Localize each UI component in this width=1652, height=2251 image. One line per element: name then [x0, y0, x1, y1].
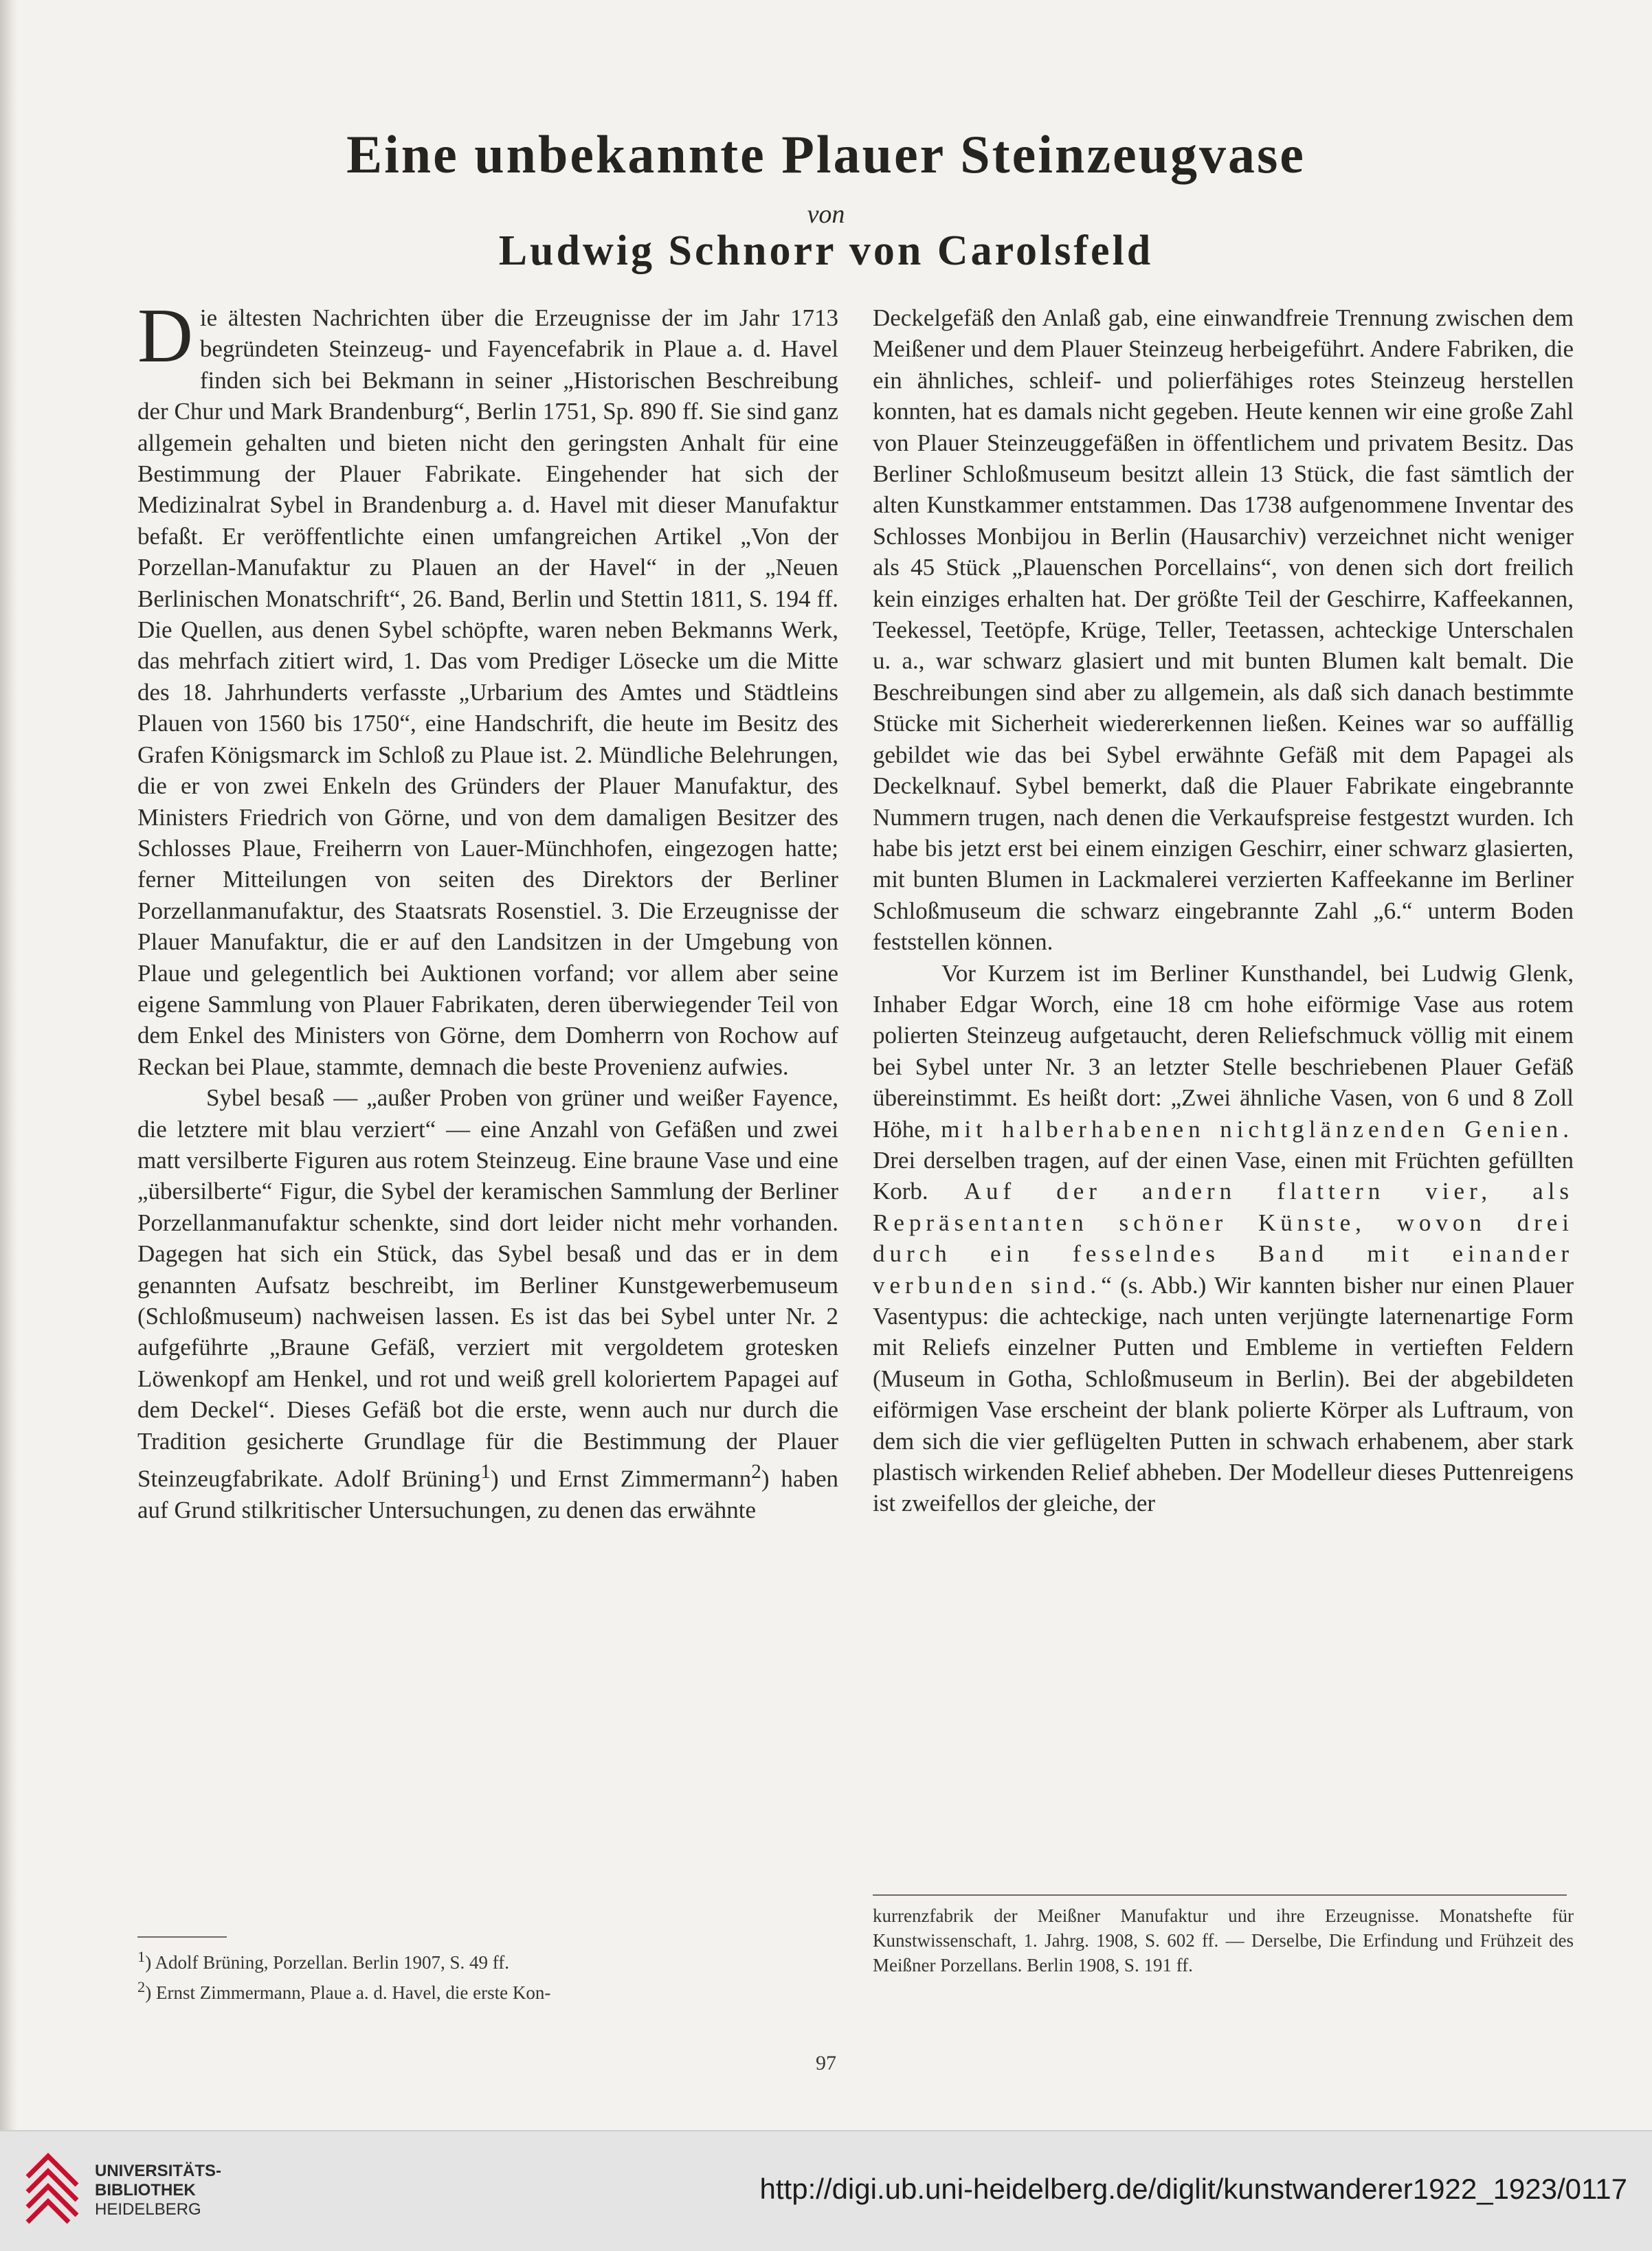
article-author: Ludwig Schnorr von Carolsfeld [498, 227, 1154, 274]
spaced-text: mit halberhabenen nichtglänzenden Genien. [941, 1115, 1574, 1143]
spaced-text: Auf der andern flattern vier, als Repräsentanten schöner Künste, wovon drei durch ein fesselndes Band mit einander verbunden sind. [873, 1178, 1574, 1299]
paragraph-text: “ (s. Abb.) Wir kannten bisher nur einen Plauer Vasentypus: die achteckige, nach unten verjüngte laternenartige Form mit Reliefs einzelner Putten und Embleme in vertieften Feldern (Museum in Gotha, Schloßmuseum in Berlin). Bei der abgebildeten eiförmigen Vase erscheint der blank polierte Körper als Luftraum, von dem sich die vier geflügelten Putten in schwach erhabenem, aber stark plastisch wirkenden Relief abheben. Der Modelleur dieses Puttenreigens ist zweifellos der gleiche, der [873, 1271, 1574, 1517]
footnote-mark: 1 [480, 1461, 491, 1483]
library-logo-icon [21, 2149, 84, 2232]
text-column-right [873, 302, 1574, 1519]
footnote-text: ) Adolf Brüning, Porzellan. Berlin 1907, S. 49 ff. [145, 1952, 509, 1973]
page-binding-edge [0, 0, 18, 2130]
library-name [95, 2162, 221, 2219]
footnotes-right [873, 1903, 1574, 1978]
paragraph [873, 958, 1574, 1519]
source-url-link[interactable]: http://digi.ub.uni-heidelberg.de/diglit/kunstwanderer1922_1923/0117 [759, 2173, 1627, 2205]
paragraph [137, 293, 838, 1082]
footnote-text: kurrenzfabrik der Meißner Manufaktur und ihre Erzeugnisse. Monatshefte für Kunstwissenschaft, 1. Jahrg. 1908, S. 602 ff. — Derselbe, Die Erfindung und Frühzeit des Meißner Porzellans. Berlin 1908, S. 191 ff. [873, 1905, 1574, 1975]
article-title: Eine unbekannte Plauer Steinzeugvase [346, 124, 1306, 184]
paragraph-text: Vor Kurzem ist im Berliner Kunsthandel, bei Ludwig Glenk, Inhaber Edgar Worch, eine 18 cm hohe eiförmige Vase aus rotem polierten Steinzeug aufgetaucht, deren Reliefschmuck völlig mit einem bei Sybel unter Nr. 3 an letzter Stelle beschriebenen Plauer Gefäß übereinstimmt. Es heißt dort: „Zwei ähnliche Vasen, von 6 und 8 Zoll Höhe, [873, 959, 1574, 1143]
paragraph-text: Deckelgefäß den Anlaß gab, eine einwandfreie Trennung zwischen dem Meißener und dem Plauer Steinzeug herbeigeführt. Andere Fabriken, die ein ähnliches, schleif- und polierfähiges rotes Steinzeug herstellen konnten, hat es damals nicht gegeben. Heute kennen wir eine große Zahl von Plauer Steinzeuggefäßen in öffentlichem und privatem Besitz. Das Berliner Schloßmuseum besitzt allein 13 Stück, die fast sämtlich der alten Kunstkammer entstammen. Das 1738 aufgenommene Inventar des Schlosses Monbijou in Berlin (Hausarchiv) verzeichnet nicht weniger als 45 Stück „Plauenschen Porcellains“, von denen sich dort freilich kein einziges erhalten hat. Der größte Teil der Geschirre, Kaffeekannen, Teekessel, Teetöpfe, Krüge, Teller, Teetassen, achteckige Unterschalen u. a., war schwarz glasiert und mit bunten Blumen kalt bemalt. Die Beschreibungen sind aber zu allgemein, als daß sich danach bestimmte Stücke mit Sicherheit wiedererkennen ließen. Keines war so auffällig gebildet wie das bei Sybel erwähnte Gefäß mit dem Papagei als Deckelknauf. Sybel bemerkt, daß die Plauer Fabrikate eingebrannte Nummern trugen, nach denen die Verkaufspreise festgestzt wurden. Ich habe bis jetzt erst bei einem einzigen Geschirr, einer schwarz glasierten, mit bunten Blumen in Lackmalerei verzierten Kaffeekanne im Berliner Schloßmuseum die schwarz eingebrannte Zahl „6.“ unterm Boden feststellen können. [873, 304, 1574, 956]
paragraph-text: und Ernst Zimmermann [498, 1465, 752, 1492]
drop-cap: D [137, 293, 193, 379]
text-column-left [137, 293, 838, 1526]
library-name-line: BIBLIOTHEK [95, 2181, 196, 2199]
footnote-mark: 1 [137, 1948, 146, 1965]
paragraph-text: haben auf Grund stilkritischer Untersuchungen, zu denen das erwähnte [137, 1465, 838, 1524]
paragraph [873, 302, 1574, 958]
library-name-line: UNIVERSITÄTS- [95, 2162, 222, 2180]
paragraph-text: Drei derselben tragen, auf der einen Vase, einen mit Früchten gefüllten Korb. [873, 1146, 1574, 1205]
paragraph: Sybel besaß — „außer Proben von grüner und weißer Fayence, die letztere mit blau verziert“ — eine Anzahl von Gefäßen und zwei matt versilberte Figuren aus rotem Steinzeug. Eine braune Vase und eine „übersilberte“ Figur, die Sybel der keramischen Sammlung der Berliner Porzellanmanufaktur schenkte, sind dort leider nicht mehr vorhanden. Dagegen hat sich ein Stück, das Sybel besaß und das er in dem genannten Aufsatz beschreibt, im Berliner Kunstgewerbemuseum (Schloßmuseum) nachweisen lassen. Es ist das bei Sybel unter Nr. 2 aufgeführte „Braune Gefäß, verziert mit vergoldetem grotesken Löwenkopf am Henkel, und rot und weiß grell koloriertem Papagei auf dem Deckel“. Dieses Gefäß bot die erste, wenn auch nur durch die Tradition gesicherte Grundlage für die Bestimmung der Plauer Steinzeugfabrikate. Adolf Brüning$^1$) und Ernst Zimmermann$^2$) haben auf Grund stilkritischer Untersuchungen, zu denen das erwähnte [137, 1084, 838, 1524]
footnote-text: ) Ernst Zimmermann, Plaue a. d. Havel, die erste Kon- [145, 1982, 551, 2003]
paragraph-text: Sybel besaß — „außer Proben von grüner und weißer Fayence, die letztere mit blau verziert“ — eine Anzahl von Gefäßen und zwei matt versilberte Figuren aus rotem Steinzeug. Eine braune Vase und eine „übersilberte“ Figur, die Sybel der keramischen Sammlung der Berliner Porzellanmanufaktur schenkte, sind dort leider nicht mehr vorhanden. Dagegen hat sich ein Stück, das Sybel besaß und das er in dem genannten Aufsatz beschreibt, im Berliner Kunstgewerbemuseum (Schloßmuseum) nachweisen lassen. Es ist das bei Sybel unter Nr. 2 aufgeführte „Braune Gefäß, verziert mit vergoldetem grotesken Löwenkopf am Henkel, und rot und weiß grell koloriertem Papagei auf dem Deckel“. Dieses Gefäß bot die erste, wenn auch nur durch die Tradition gesicherte Grundlage für die Bestimmung der Plauer Steinzeugfabrikate. Adolf Brüning [137, 1084, 838, 1492]
page-number: 97 [816, 2052, 836, 2074]
library-footer [0, 2130, 1652, 2251]
footnote-mark: 2 [751, 1461, 761, 1483]
paragraph-text: ie ältesten Nachrichten über die Erzeugnisse der im Jahr 1713 begründeten Steinzeug- und Fayencefabrik in Plaue a. d. Havel finden sich bei Bekmann in seiner „Historischen Beschreibung der Chur und Mark Brandenburg“, Berlin 1751, Sp. 890 ff. Sie sind ganz allgemein gehalten und bieten nicht den geringsten Anhalt für eine Bestimmung der Plauer Fabrikate. Eingehender hat sich der Medizinalrat Sybel in Brandenburg a. d. Havel mit dieser Manufaktur befaßt. Er veröffentlichte einen umfangreichen Artikel „Von der Porzellan-Manufaktur zu Plauen an der Havel“ in der „Neuen Berlinischen Monatschrift“, 26. Band, Berlin und Stettin 1811, S. 194 ff. Die Quellen, aus denen Sybel schöpfte, waren neben Bekmanns Werk, das mehrfach zitiert wird, 1. Das vom Prediger Lösecke um die Mitte des 18. Jahrhunderts verfasste „Urbarium des Amtes und Städtleins Plauen von 1560 bis 1750“, eine Handschrift, die heute im Besitz des Grafen Königsmarck im Schloß zu Plaue ist. 2. Mündliche Belehrungen, die er von zwei Enkeln des Gründers der Plauer Manufaktur, des Ministers Friedrich von Görne, und von dem damaligen Besitzer des Schlosses Plaue, Freiherrn von Lauer-Münchhofen, eingezogen hatte; ferner Mitteilungen von seiten des Direktors der Berliner Porzellanmanufaktur, des Staatsrats Rosenstiel. 3. Die Erzeugnisse der Plauer Manufaktur, die er auf den Landsitzen in der Umgebung von Plaue und gelegentlich bei Auktionen vorfand; vor allem aber seine eigene Sammlung von Plauer Fabrikaten, deren überwiegender Teil von dem Enkel des Ministers von Görne, dem Domherrn von Rochow auf Reckan bei Plaue, stammte, demnach die beste Provenienz aufwies. [137, 304, 838, 1080]
footnote [137, 1945, 838, 1975]
footnotes-left [137, 1945, 838, 2005]
footnote [137, 1975, 838, 2005]
footnote-rule-left [137, 1936, 227, 1938]
article-by: von [807, 200, 845, 229]
footnote-rule-right [873, 1894, 1567, 1896]
library-name-line: HEIDELBERG [95, 2200, 201, 2219]
footnote-mark: 2 [137, 1978, 146, 1995]
